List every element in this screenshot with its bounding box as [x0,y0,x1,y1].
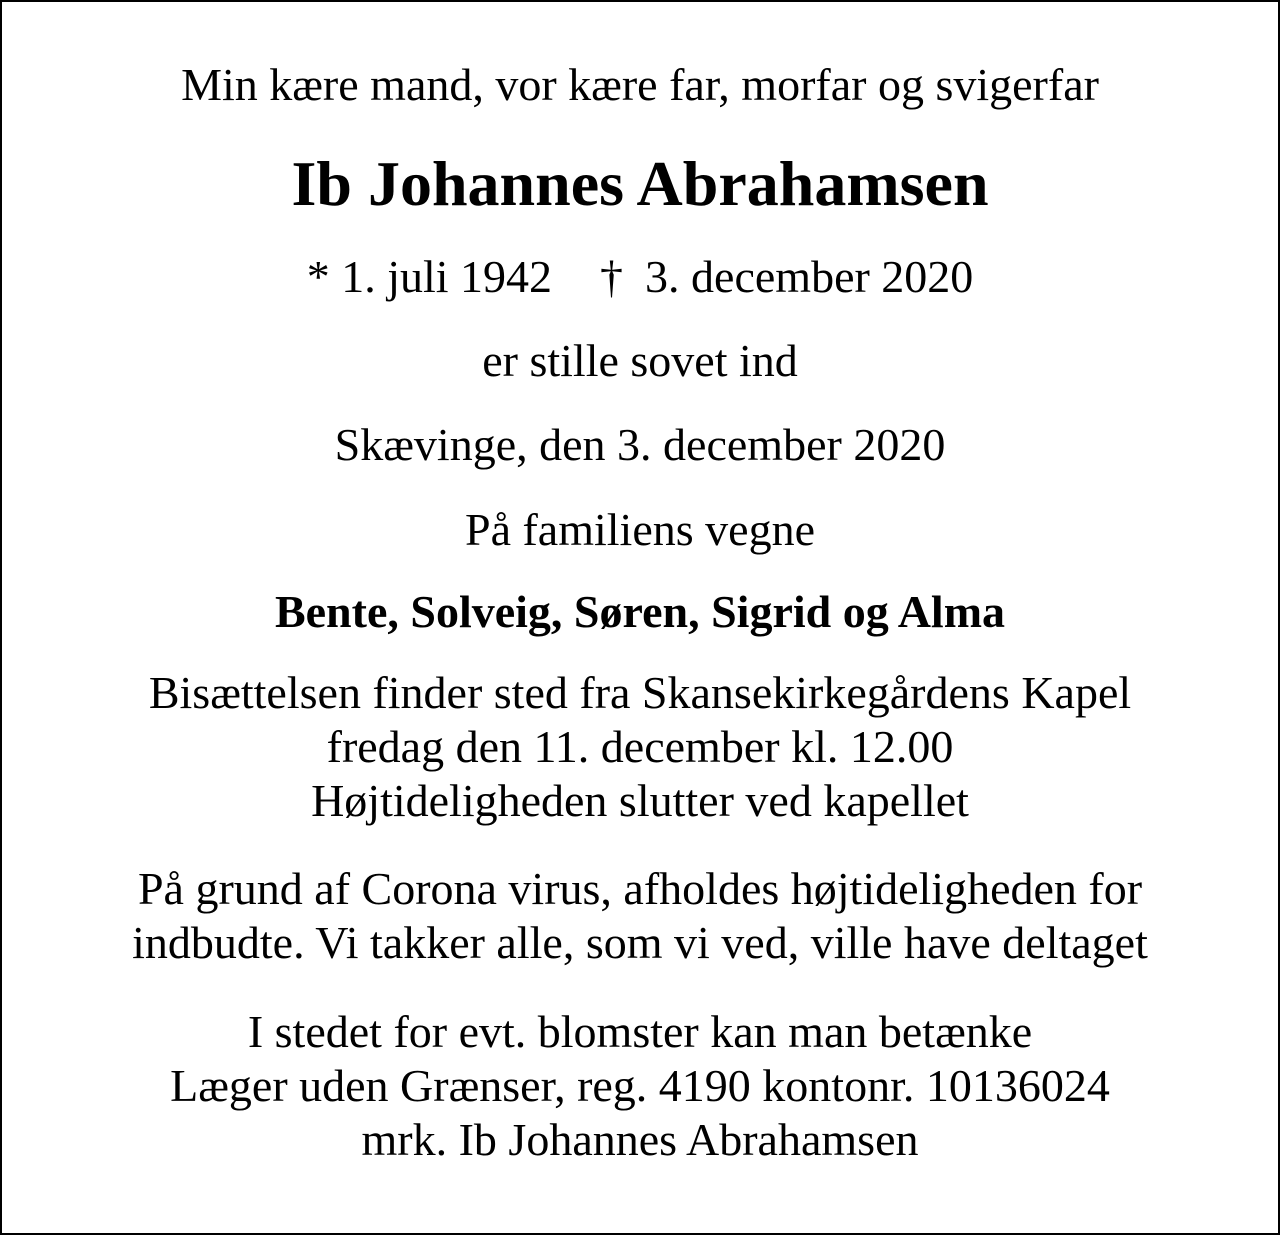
deceased-name: Ib Johannes Abrahamsen [291,148,989,219]
place-date-line: Skævinge, den 3. december 2020 [334,419,946,470]
donation-line: I stedet for evt. blomster kan man betænke [247,1006,1033,1057]
funeral-line: Bisættelsen finder sted fra Skansekirkegårdens Kapel [148,667,1132,718]
funeral-line: Højtideligheden slutter ved kapellet [311,775,969,826]
family-names: Bente, Solveig, Søren, Sigrid og Alma [274,586,1006,637]
corona-line: indbudte. Vi takker alle, som vi ved, ville have deltaget [132,917,1148,968]
corona-line: På grund af Corona virus, afholdes højtideligheden for [137,863,1143,914]
donation-line: mrk. Ib Johannes Abrahamsen [361,1114,919,1165]
death-date: 3. december 2020 [645,251,974,302]
behalf-line: På familiens vegne [464,504,815,555]
resting-line: er stille sovet ind [482,335,798,386]
life-dates [2,251,1278,302]
birth-date: * 1. juli 1942 [306,251,553,302]
donation-note [2,1005,1278,1167]
death-symbol: † [600,251,624,302]
funeral-details [2,666,1278,828]
donation-line: Læger uden Grænser, reg. 4190 kontonr. 10136024 [170,1060,1110,1111]
intro-line: Min kære mand, vor kære far, morfar og svigerfar [181,59,1099,110]
funeral-line: fredag den 11. december kl. 12.00 [326,721,954,772]
corona-note [2,862,1278,970]
